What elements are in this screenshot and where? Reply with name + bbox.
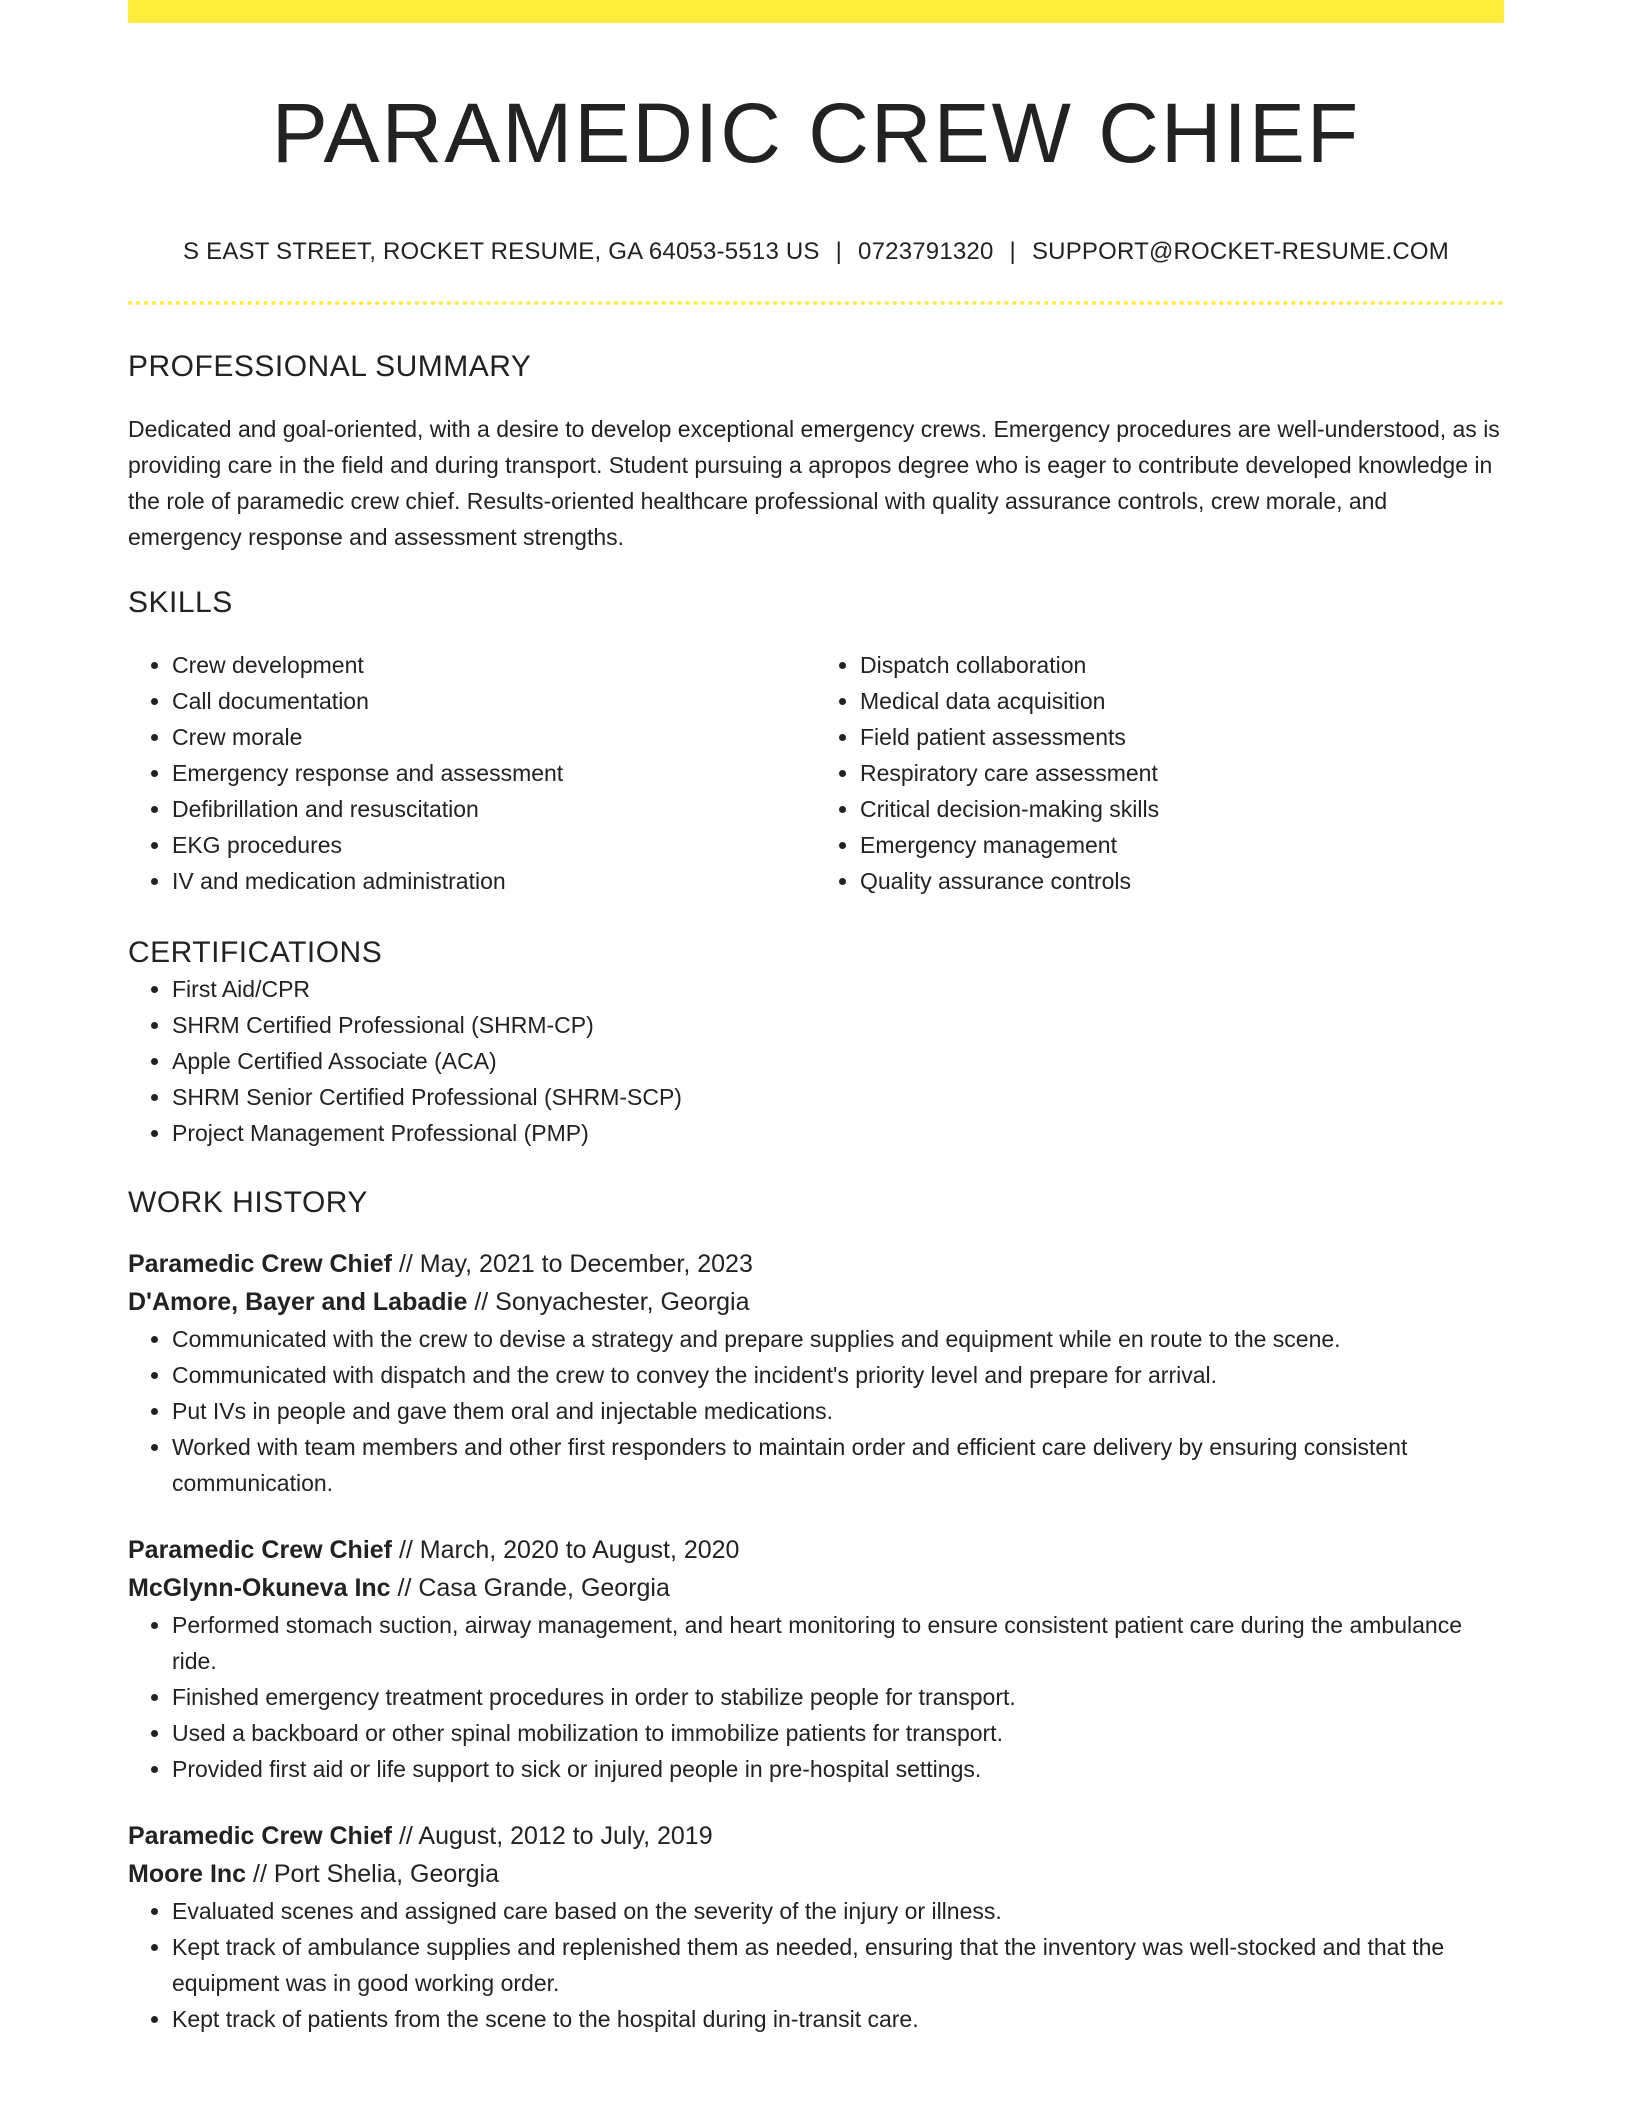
job-bullet: • Performed stomach suction, airway management, and heart monitoring to ensure consistent patient care during the ambulance ride. [172, 1607, 1504, 1679]
skill-item: • Emergency response and assessment [172, 755, 816, 791]
job-bullet: • Evaluated scenes and assigned care based on the severity of the injury or illness. [172, 1893, 1504, 1929]
job-company-line [128, 1569, 1504, 1607]
skill-item: • Medical data acquisition [860, 683, 1504, 719]
job-entry [128, 1245, 1504, 1501]
certification-item: • SHRM Certified Professional (SHRM-CP) [172, 1007, 1504, 1043]
resume-page [128, 0, 1504, 2037]
job-location: // Port Shelia, Georgia [253, 1860, 499, 1888]
job-location: // Casa Grande, Georgia [397, 1574, 670, 1602]
work-history-heading: WORK HISTORY [128, 1186, 368, 1219]
job-role: Paramedic Crew Chief [128, 1536, 392, 1564]
job-company: McGlynn-Okuneva Inc [128, 1574, 391, 1602]
skills-heading: SKILLS [128, 586, 233, 619]
skill-item: • Crew morale [172, 719, 816, 755]
skill-item: • IV and medication administration [172, 863, 816, 899]
contact-email: SUPPORT@ROCKET-RESUME.COM [1031, 238, 1449, 265]
job-title-line [128, 1817, 1504, 1855]
certification-item: • First Aid/CPR [172, 971, 1504, 1007]
job-location: // Sonyachester, Georgia [474, 1288, 750, 1316]
job-bullet: • Worked with team members and other first responders to maintain order and efficient care delivery by ensuring consistent communication. [172, 1429, 1504, 1501]
job-bullet: • Kept track of patients from the scene to the hospital during in-transit care. [172, 2001, 1504, 2037]
job-entry [128, 1817, 1504, 2037]
job-role: Paramedic Crew Chief [128, 1822, 392, 1850]
skill-item: • Quality assurance controls [860, 863, 1504, 899]
skill-item: • Call documentation [172, 683, 816, 719]
job-company: Moore Inc [128, 1860, 247, 1888]
summary-heading: PROFESSIONAL SUMMARY [128, 350, 532, 383]
certification-item: • Apple Certified Associate (ACA) [172, 1043, 1504, 1079]
skill-item: • Crew development [172, 647, 816, 683]
job-bullets [128, 1607, 1504, 1787]
contact-phone: 0723791320 [858, 238, 994, 265]
skill-item: • Field patient assessments [860, 719, 1504, 755]
skill-item: • Defibrillation and resuscitation [172, 791, 816, 827]
skill-item: • Critical decision-making skills [860, 791, 1504, 827]
job-bullets [128, 1893, 1504, 2037]
job-role: Paramedic Crew Chief [128, 1250, 392, 1278]
job-entry [128, 1531, 1504, 1787]
job-bullets [128, 1321, 1504, 1501]
job-bullet: • Put IVs in people and gave them oral and injectable medications. [172, 1393, 1504, 1429]
job-bullet: • Finished emergency treatment procedures in order to stabilize people for transport. [172, 1679, 1504, 1715]
job-title-line [128, 1245, 1504, 1283]
skills-list-left [128, 647, 816, 899]
contact-separator: | [1009, 238, 1016, 265]
job-dates: // May, 2021 to December, 2023 [398, 1250, 753, 1278]
job-company-line [128, 1283, 1504, 1321]
contact-separator: | [835, 238, 843, 265]
skills-list-right [816, 647, 1504, 899]
contact-address: S EAST STREET, ROCKET RESUME, GA 64053-5513 US [183, 238, 820, 265]
skill-item: • Dispatch collaboration [860, 647, 1504, 683]
job-dates: // August, 2012 to July, 2019 [398, 1822, 713, 1850]
summary-text: Dedicated and goal-oriented, with a desire to develop exceptional emergency crews. Emergency procedures are well-understood, as is providing care in the field and during transport. Student pursuing a apropos degree who is eager to contribute developed knowledge in the role of paramedic crew chief. Results-oriented healthcare professional with quality assurance controls, crew morale, and emergency response and assessment strengths. [128, 416, 1500, 550]
certification-item: • SHRM Senior Certified Professional (SHRM-SCP) [172, 1079, 1504, 1115]
job-bullet: • Communicated with the crew to devise a strategy and prepare supplies and equipment while en route to the scene. [172, 1321, 1504, 1357]
job-bullet: • Kept track of ambulance supplies and replenished them as needed, ensuring that the inventory was well-stocked and that the equipment was in good working order. [172, 1929, 1504, 2001]
header-accent-bar [128, 0, 1504, 23]
contact-line [128, 237, 1504, 267]
skill-item: • Emergency management [860, 827, 1504, 863]
job-dates: // March, 2020 to August, 2020 [398, 1536, 740, 1564]
certifications-list [128, 971, 1504, 1151]
skill-item: • Respiratory care assessment [860, 755, 1504, 791]
candidate-name: PARAMEDIC CREW CHIEF [271, 86, 1361, 180]
job-bullet: • Communicated with dispatch and the crew to convey the incident's priority level and prepare for arrival. [172, 1357, 1504, 1393]
job-bullet: • Provided first aid or life support to sick or injured people in pre-hospital settings. [172, 1751, 1504, 1787]
job-title-line [128, 1531, 1504, 1569]
skills-grid [128, 647, 1504, 899]
certification-item: • Project Management Professional (PMP) [172, 1115, 1504, 1151]
job-bullet: • Used a backboard or other spinal mobilization to immobilize patients for transport. [172, 1715, 1504, 1751]
skill-item: • EKG procedures [172, 827, 816, 863]
certifications-heading: CERTIFICATIONS [128, 936, 383, 969]
job-company-line [128, 1855, 1504, 1893]
job-company: D'Amore, Bayer and Labadie [128, 1288, 468, 1316]
header-divider [128, 301, 1504, 305]
